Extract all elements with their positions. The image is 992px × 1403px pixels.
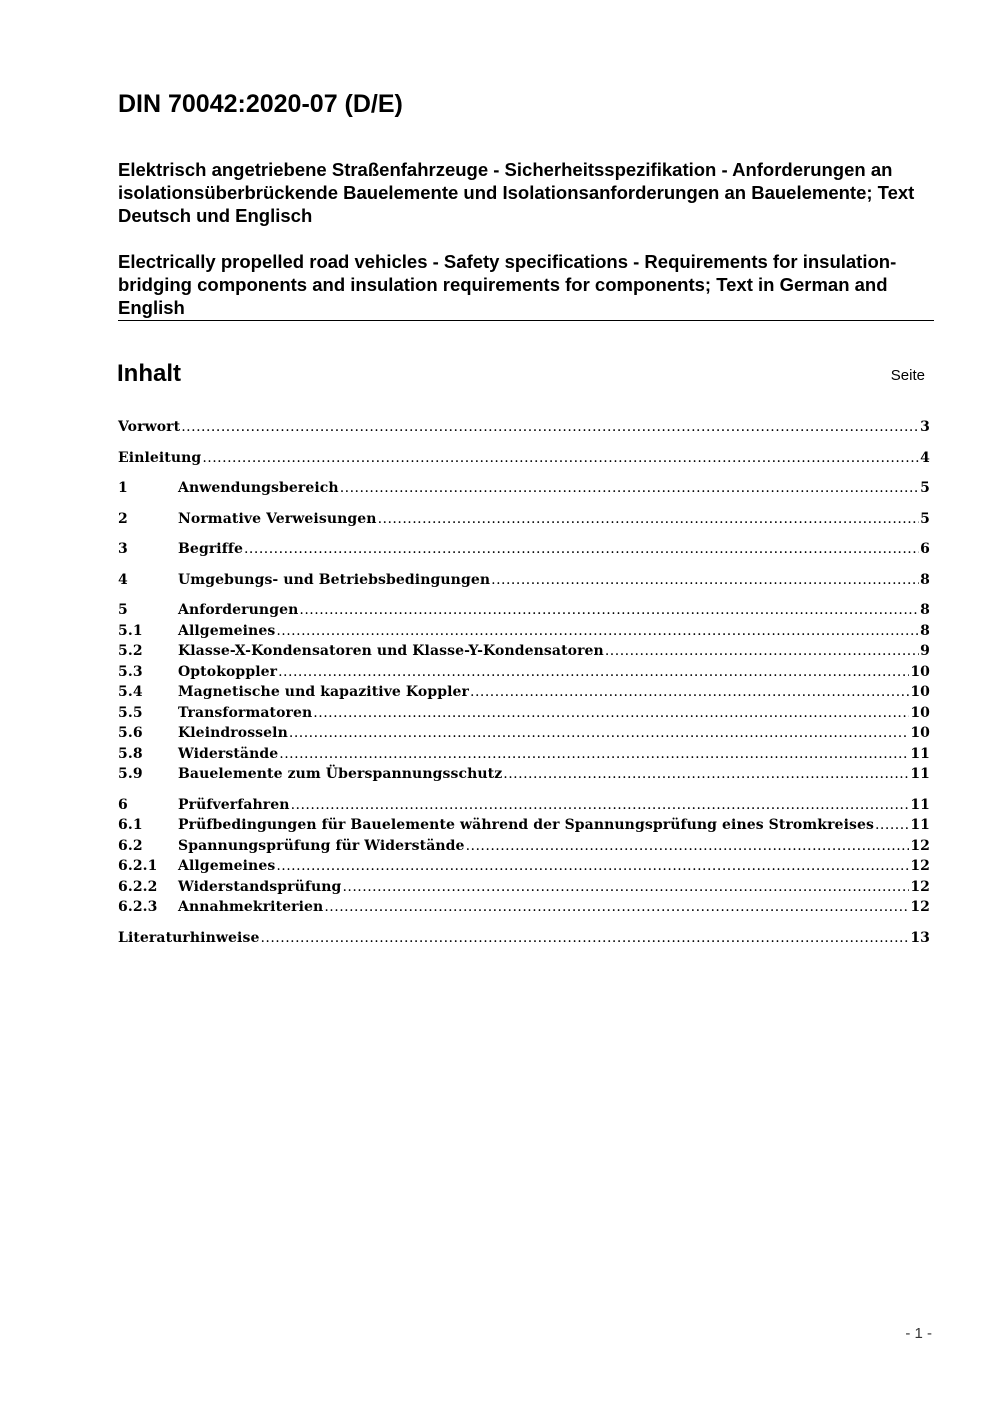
toc-dot-leader [605, 641, 919, 662]
toc-dot-leader [503, 764, 909, 785]
toc-dot-leader [279, 744, 909, 765]
toc-entry[interactable] [118, 928, 930, 949]
toc-entry-title: Einleitung [118, 449, 202, 466]
toc-entry-title: Allgemeines [178, 622, 276, 639]
subtitle-english: Electrically propelled road vehicles - Safety specifications - Requirements for insulation-bridging components and insulation requirements for components; Text in German and English [118, 251, 897, 318]
toc-entry-title: Widerstandsprüfung [178, 878, 342, 895]
toc-entry-page: 8 [920, 571, 930, 588]
toc-entry[interactable] [118, 815, 930, 836]
toc-entry-title: Anwendungsbereich [178, 480, 339, 496]
toc-entry[interactable] [118, 856, 930, 877]
toc-entry[interactable] [118, 641, 930, 662]
toc-dot-leader [276, 621, 919, 642]
toc-entry[interactable] [118, 539, 930, 560]
toc-entry-page: 8 [920, 622, 930, 639]
toc-dot-leader [276, 856, 909, 877]
toc-entry-number: 5.4 [118, 684, 143, 700]
toc-entry[interactable] [118, 897, 930, 918]
toc-entry-title: Literaturhinweise [118, 929, 260, 946]
toc-entry-number: 5 [118, 602, 128, 618]
toc-entry-title: Vorwort [118, 419, 181, 435]
table-of-contents [118, 417, 930, 948]
toc-entry-page: 11 [910, 817, 930, 833]
toc-entry-page: 10 [910, 663, 930, 680]
toc-entry-number: 6.2.3 [118, 899, 158, 915]
toc-dot-leader [299, 600, 919, 621]
toc-entry-number: 6 [118, 796, 128, 813]
toc-entry[interactable] [118, 764, 930, 785]
toc-entry-title: Optokoppler [178, 663, 278, 680]
toc-entry-title: Begriffe [178, 541, 243, 557]
toc-entry-page: 12 [910, 878, 930, 895]
toc-entry-title: Widerstände [178, 745, 279, 762]
toc-entry-number: 3 [118, 541, 128, 557]
toc-entry[interactable] [118, 836, 930, 857]
toc-entry-page: 4 [920, 449, 930, 466]
toc-dot-leader [278, 662, 909, 683]
toc-entry-page: 6 [920, 541, 930, 557]
toc-entry-number: 5.1 [118, 622, 143, 639]
toc-entry-number: 4 [118, 571, 128, 588]
toc-entry-number: 2 [118, 510, 128, 527]
toc-page-column-label: Seite [890, 367, 925, 384]
toc-entry-page: 10 [910, 725, 930, 741]
toc-entry-title: Anforderungen [178, 602, 299, 618]
toc-entry-page: 5 [920, 480, 930, 496]
toc-entry-number: 5.2 [118, 643, 143, 659]
toc-entry[interactable] [118, 417, 930, 438]
toc-entry-page: 10 [910, 684, 930, 700]
toc-entry-page: 11 [910, 766, 930, 782]
toc-entry-title: Bauelemente zum Überspannungsschutz [178, 766, 503, 782]
toc-entry-title: Kleindrosseln [178, 725, 288, 741]
toc-dot-leader [313, 703, 909, 724]
toc-dot-leader [244, 539, 919, 560]
toc-entry-number: 6.2 [118, 837, 143, 854]
toc-entry-number: 1 [118, 480, 128, 496]
page-number: - 1 - [905, 1325, 932, 1342]
header-divider [118, 320, 934, 321]
toc-dot-leader [875, 815, 909, 836]
toc-entry-title: Allgemeines [178, 858, 276, 874]
toc-entry[interactable] [118, 448, 930, 469]
toc-dot-leader [202, 448, 919, 469]
toc-entry[interactable] [118, 662, 930, 683]
toc-entry[interactable] [118, 509, 930, 530]
toc-entry-page: 3 [920, 419, 930, 435]
toc-entry-page: 10 [910, 704, 930, 721]
toc-dot-leader [491, 570, 919, 591]
toc-entry-title: Klasse-X-Kondensatoren und Klasse-Y-Kondensatoren [178, 643, 604, 659]
toc-entry-page: 12 [910, 899, 930, 915]
subtitle-german: Elektrisch angetriebene Straßenfahrzeuge - Sicherheitsspezifikation - Anforderungen an isolationsüberbrückende Bauelemente und Isolationsanforderungen an Bauelemente; Text Deutsch und Englisch [118, 159, 915, 226]
toc-dot-leader [289, 723, 909, 744]
toc-entry-number: 6.2.1 [118, 858, 158, 874]
toc-entry-page: 12 [910, 858, 930, 874]
toc-entry-number: 5.5 [118, 704, 143, 721]
toc-entry-number: 6.1 [118, 817, 143, 833]
toc-entry-page: 11 [910, 796, 930, 813]
toc-entry-title: Umgebungs- und Betriebsbedingungen [178, 571, 491, 588]
toc-entry-number: 5.9 [118, 766, 143, 782]
toc-dot-leader [342, 877, 909, 898]
toc-dot-leader [466, 836, 910, 857]
toc-entry-page: 11 [910, 745, 930, 762]
toc-entry[interactable] [118, 795, 930, 816]
toc-entry[interactable] [118, 744, 930, 765]
toc-entry[interactable] [118, 703, 930, 724]
toc-entry[interactable] [118, 570, 930, 591]
toc-entry-title: Spannungsprüfung für Widerstände [178, 837, 465, 854]
toc-entry[interactable] [118, 600, 930, 621]
toc-entry-page: 8 [920, 602, 930, 618]
toc-entry-title: Prüfverfahren [178, 796, 290, 813]
toc-entry-number: 5.3 [118, 663, 143, 680]
toc-dot-leader [181, 417, 919, 438]
toc-dot-leader [340, 478, 919, 499]
toc-entry-page: 13 [910, 929, 930, 946]
toc-entry-title: Annahmekriterien [178, 899, 324, 915]
toc-dot-leader [324, 897, 909, 918]
toc-entry-title: Transformatoren [178, 704, 313, 721]
toc-entry-number: 5.8 [118, 745, 143, 762]
toc-entry[interactable] [118, 621, 930, 642]
toc-dot-leader [260, 928, 909, 949]
toc-entry-number: 6.2.2 [118, 878, 158, 895]
toc-dot-leader [291, 795, 910, 816]
toc-entry-number: 5.6 [118, 725, 143, 741]
toc-entry[interactable] [118, 682, 930, 703]
toc-entry-page: 9 [920, 643, 930, 659]
toc-entry-title: Normative Verweisungen [178, 510, 377, 527]
toc-dot-leader [470, 682, 909, 703]
toc-entry[interactable] [118, 723, 930, 744]
toc-entry-page: 12 [910, 837, 930, 854]
toc-entry[interactable] [118, 877, 930, 898]
document-title: DIN 70042:2020-07 (D/E) [118, 90, 403, 118]
toc-dot-leader [378, 509, 920, 530]
toc-entry-page: 5 [920, 510, 930, 527]
toc-entry-title: Prüfbedingungen für Bauelemente während der Spannungsprüfung eines Stromkreises [178, 817, 874, 833]
toc-heading: Inhalt [117, 360, 181, 387]
toc-entry-title: Magnetische und kapazitive Koppler [178, 684, 469, 700]
toc-entry[interactable] [118, 478, 930, 499]
